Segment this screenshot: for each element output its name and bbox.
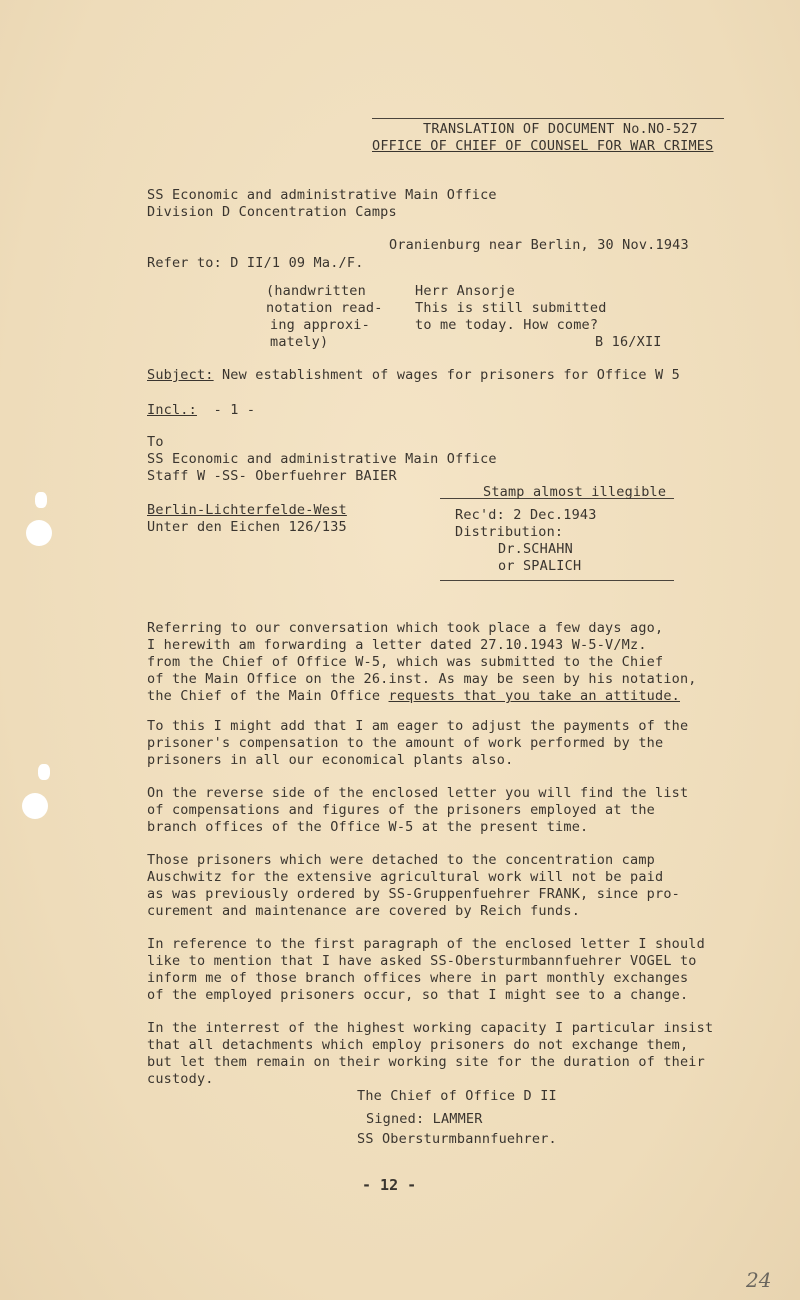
- note-left-3: ing approxi-: [270, 317, 370, 333]
- p1-line-2: I herewith am forwarding a letter dated 27.10.1943 W-5-V/Mz.: [147, 637, 647, 653]
- stamp-distribution-label: Distribution:: [455, 524, 564, 540]
- p1-line-5-text: the Chief of the Main Office: [147, 688, 389, 704]
- signature-line-1: The Chief of Office D II: [357, 1088, 557, 1104]
- p3-line-2: of compensations and figures of the prisoners employed at the: [147, 802, 655, 818]
- sender-line-1: SS Economic and administrative Main Office: [147, 187, 497, 203]
- refer-to: Refer to: D II/1 09 Ma./F.: [147, 255, 364, 271]
- incl-line: [147, 402, 255, 418]
- sender-line-2: Division D Concentration Camps: [147, 204, 397, 220]
- p1-line-4: of the Main Office on the 26.inst. As may be seen by his notation,: [147, 671, 697, 687]
- note-right-1: Herr Ansorje: [415, 283, 515, 299]
- punch-hole-mark: [35, 492, 47, 508]
- subject-line: [147, 367, 680, 383]
- p6-line-2: that all detachments which employ prisoners do not exchange them,: [147, 1037, 689, 1053]
- p2-line-3: prisoners in all our economical plants also.: [147, 752, 514, 768]
- p5-line-3: inform me of those branch offices where in part monthly exchanges: [147, 970, 689, 986]
- stamp-dist-1: Dr.SCHAHN: [498, 541, 573, 557]
- header-rule-top: [372, 118, 724, 119]
- office-title: OFFICE OF CHIEF OF COUNSEL FOR WAR CRIMES: [372, 138, 714, 154]
- p3-line-1: On the reverse side of the enclosed letter you will find the list: [147, 785, 689, 801]
- stamp-rule-bottom: [440, 580, 674, 581]
- signature-line-2: Signed: LAMMER: [366, 1111, 483, 1127]
- p1-line-3: from the Chief of Office W-5, which was submitted to the Chief: [147, 654, 664, 670]
- address-line-1: Berlin-Lichterfelde-West: [147, 502, 347, 518]
- p6-line-4: custody.: [147, 1071, 214, 1087]
- stamp-received: Rec'd: 2 Dec.1943: [455, 507, 597, 523]
- p1-underlined: requests that you take an attitude.: [388, 688, 680, 704]
- punch-hole: [26, 520, 52, 546]
- addressee-line-1: SS Economic and administrative Main Office: [147, 451, 497, 467]
- p3-line-3: branch offices of the Office W-5 at the present time.: [147, 819, 589, 835]
- p2-line-1: To this I might add that I am eager to adjust the payments of the: [147, 718, 689, 734]
- note-right-3: to me today. How come?: [415, 317, 599, 333]
- addressee-line-2: Staff W -SS- Oberfuehrer BAIER: [147, 468, 397, 484]
- stamp-dist-2: or SPALICH: [498, 558, 582, 574]
- note-left-2: notation read-: [266, 300, 383, 316]
- p6-line-3: but let them remain on their working site for the duration of their: [147, 1054, 705, 1070]
- p4-line-3: as was previously ordered by SS-Gruppenfuehrer FRANK, since pro-: [147, 886, 680, 902]
- place-date: Oranienburg near Berlin, 30 Nov.1943: [389, 237, 689, 253]
- p2-line-2: prisoner's compensation to the amount of work performed by the: [147, 735, 664, 751]
- punch-hole-mark: [38, 764, 50, 780]
- handwritten-page-number: 24: [746, 1268, 772, 1292]
- p4-line-1: Those prisoners which were detached to the concentration camp: [147, 852, 655, 868]
- translation-title: TRANSLATION OF DOCUMENT No.NO-527: [423, 121, 698, 137]
- subject-label: Subject:: [147, 367, 214, 383]
- p5-line-2: like to mention that I have asked SS-Obersturmbannfuehrer VOGEL to: [147, 953, 697, 969]
- incl-text: - 1 -: [196, 402, 256, 418]
- note-left-4: mately): [270, 334, 329, 350]
- signature-line-3: SS Obersturmbannfuehrer.: [357, 1131, 557, 1147]
- p4-line-2: Auschwitz for the extensive agricultural work will not be paid: [147, 869, 664, 885]
- note-right-2: This is still submitted: [415, 300, 607, 316]
- note-ref: B 16/XII: [595, 334, 662, 350]
- page-number: - 12 -: [362, 1176, 417, 1194]
- p5-line-1: In reference to the first paragraph of the enclosed letter I should: [147, 936, 705, 952]
- stamp-title: Stamp almost illegible: [483, 484, 667, 500]
- address-line-2: Unter den Eichen 126/135: [147, 519, 347, 535]
- subject-text: New establishment of wages for prisoners for Office W 5: [213, 367, 680, 383]
- p5-line-4: of the employed prisoners occur, so that I might see to a change.: [147, 987, 689, 1003]
- p6-line-1: In the interrest of the highest working capacity I particular insist: [147, 1020, 714, 1036]
- p4-line-4: curement and maintenance are covered by Reich funds.: [147, 903, 581, 919]
- addressee-to: To: [147, 434, 164, 450]
- punch-hole: [22, 793, 48, 819]
- note-left-1: (handwritten: [266, 283, 366, 299]
- p1-line-5: [147, 688, 680, 704]
- incl-label: Incl.:: [147, 402, 197, 418]
- p1-line-1: Referring to our conversation which took place a few days ago,: [147, 620, 664, 636]
